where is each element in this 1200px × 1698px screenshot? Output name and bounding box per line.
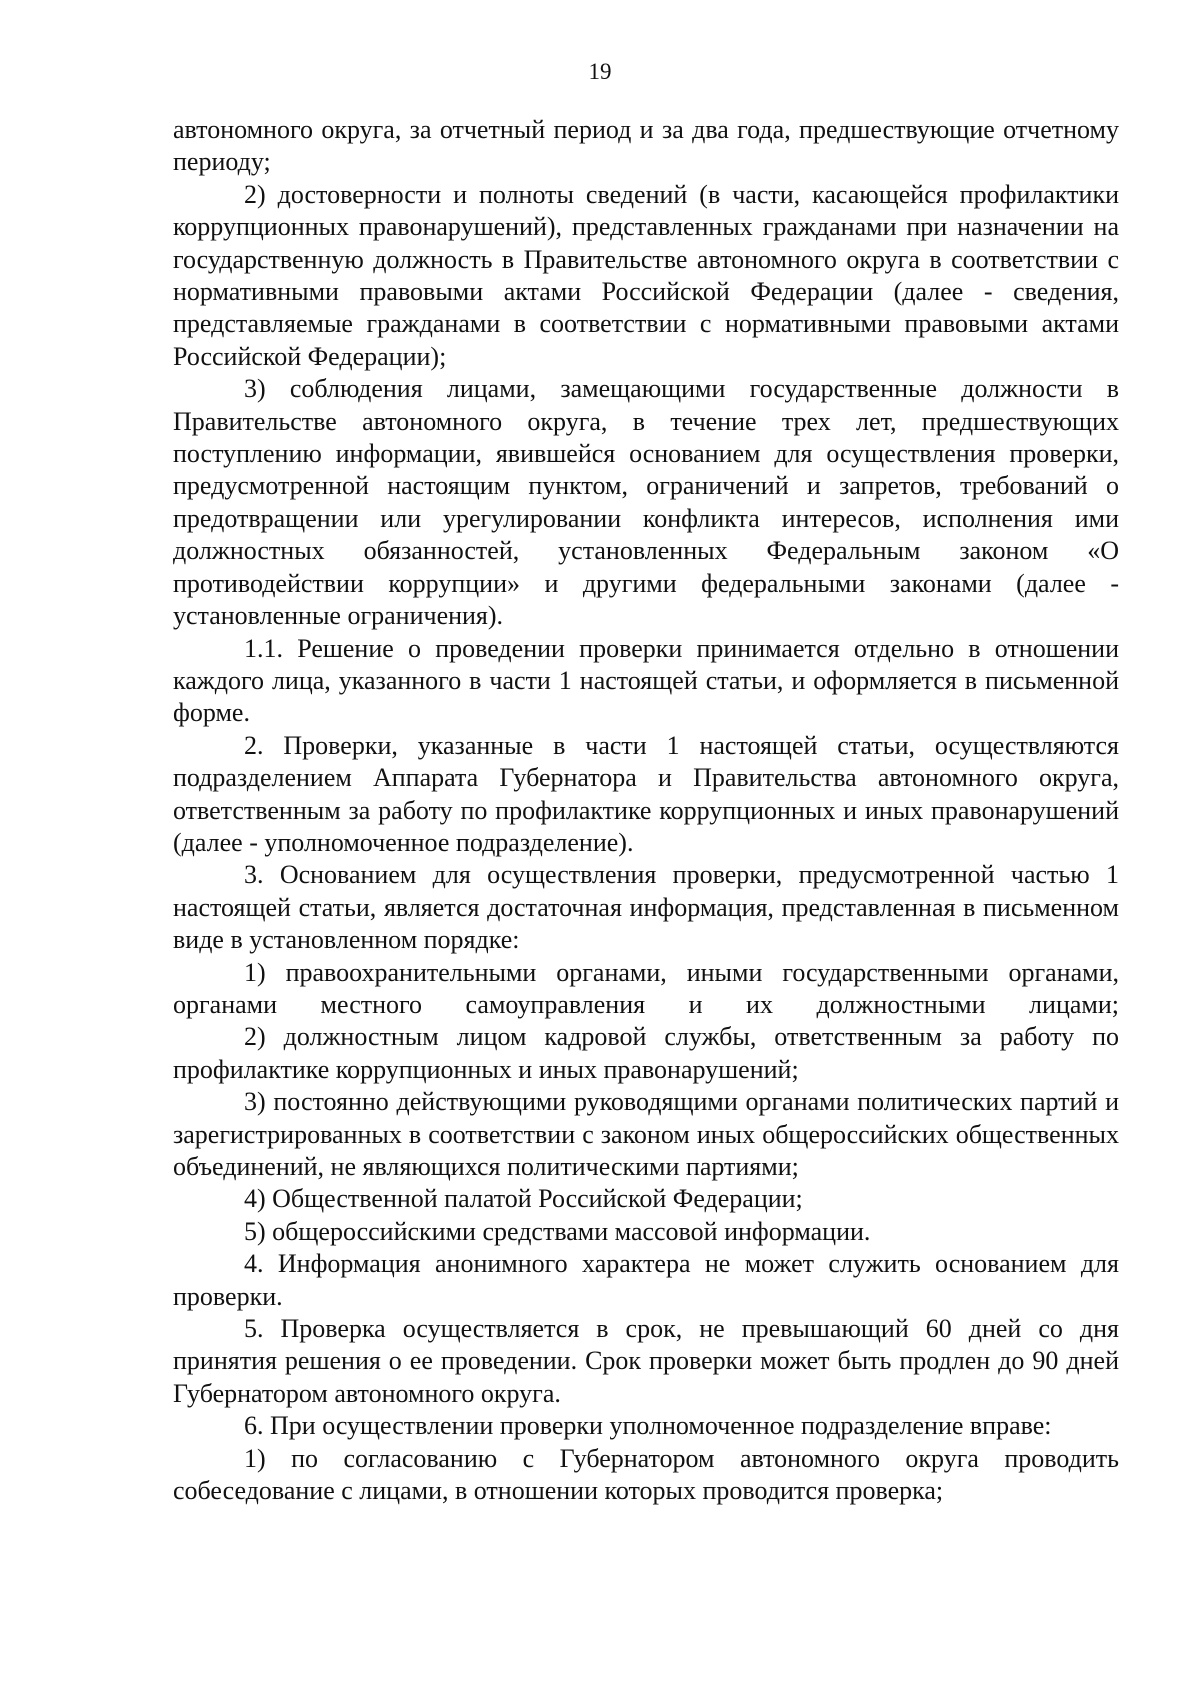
paragraph: 1.1. Решение о проведении проверки принимается отдельно в отношении каждого лица, указанного в части 1 настоящей статьи, и оформляется в письменной форме.	[173, 633, 1119, 728]
paragraph: 1) по согласованию с Губернатором автономного округа проводить собеседование с лицами, в отношении которых проводится проверка;	[173, 1443, 1119, 1506]
paragraph: 4. Информация анонимного характера не может служить основанием для проверки.	[173, 1249, 1119, 1311]
paragraph: 4) Общественной палатой Российской Федерации;	[244, 1184, 803, 1214]
paragraph: 5. Проверка осуществляется в срок, не превышающий 60 дней со дня принятия решения о ее проведении. Срок проверки может быть продлен до 90 дней Губернатором автономного округа.	[173, 1314, 1119, 1408]
paragraph: 2. Проверки, указанные в части 1 настоящей статьи, осуществляются подразделением Аппарата Губернатора и Правительства автономного округа, ответственным за работу по профилактике коррупционных и иных правонарушений (далее - уполномоченное подразделение).	[173, 730, 1119, 857]
paragraph: 1) правоохранительными органами, иными государственными органами, органами местного самоуправления и их должностными лицами;	[173, 957, 1119, 1019]
paragraph: 3. Основанием для осуществления проверки, предусмотренной частью 1 настоящей статьи, является достаточная информация, представленная в письменном виде в установленном порядке:	[173, 860, 1119, 955]
paragraph: 5) общероссийскими средствами массовой информации.	[244, 1216, 871, 1246]
paragraph: 2) должностным лицом кадровой службы, ответственным за работу по профилактике коррупционных и иных правонарушений;	[173, 1022, 1119, 1084]
paragraph: 6. При осуществлении проверки уполномоченное подразделение вправе:	[244, 1411, 1052, 1441]
paragraph: 2) достоверности и полноты сведений (в части, касающейся профилактики коррупционных правонарушений), представленных гражданами при назначении на государственную должность в Правительстве автономного округа в соответствии с нормативными правовыми актами Российской Федерации (далее - сведения, представляемые гражданами в соответствии с нормативными правовыми актами Российской Федерации);	[173, 179, 1119, 371]
document-body	[173, 114, 1119, 1507]
page-number: 19	[588, 59, 612, 84]
paragraph: 3) постоянно действующими руководящими органами политических партий и зарегистрированных в соответствии с законом иных общероссийских общественных объединений, не являющихся политическими партиями;	[173, 1087, 1119, 1181]
paragraph: 3) соблюдения лицами, замещающими государственные должности в Правительстве автономного округа, в течение трех лет, предшествующих поступлению информации, явившейся основанием для осуществления проверки, предусмотренной настоящим пунктом, ограничений и запретов, требований о предотвращении или урегулировании конфликта интересов, исполнения ими должностных обязанностей, установленных Федеральным законом «О противодействии коррупции» и другими федеральными законами (далее - установленные ограничения).	[173, 374, 1119, 631]
paragraph: автономного округа, за отчетный период и за два года, предшествующие отчетному периоду;	[173, 115, 1119, 177]
